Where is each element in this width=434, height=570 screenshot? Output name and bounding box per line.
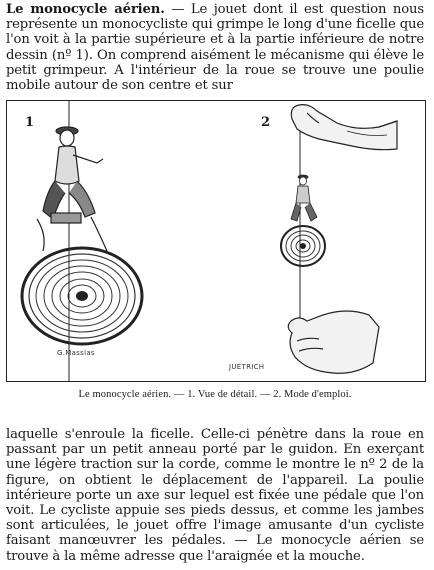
article-intro-text: — Le jouet dont il est question nous représente un monocycliste qui grimpe le long d'une ficelle que l'on voit à la partie supérieure et à la partie inférieure de notre dessin (nº 1). On comprend aisément le mécanisme qui élève le petit grimpeur. A l'intérieur de la roue se trouve une poulie mobile autour de son centre et sur xyxy=(6,2,424,94)
hand-top xyxy=(291,105,397,150)
engraving-illustration xyxy=(7,101,425,381)
artist-signature-left: G.Massias xyxy=(57,349,95,357)
figure-label-2: 2 xyxy=(261,115,271,130)
engraver-signature-right: JUETRICH xyxy=(229,363,265,371)
wheel-small xyxy=(281,226,325,266)
cyclist-figure-1 xyxy=(37,127,107,251)
article-paragraph-intro xyxy=(6,2,424,93)
article-paragraph-continuation: laquelle s'enroule la ficelle. Celle-ci pénètre dans la roue en passant par un petit anneau porté par le guidon. En exerçant une légère traction sur la corde, comme le montre le nº 2 de la figure, on obtient le déplacement de l'appareil. La poulie intérieure porte un axe sur lequel est fixée une pédale que l'on voit. Le cycliste appuie ses pieds dessus, et comme les jambes sont articulées, le jouet offre l'image amusante d'un cycliste faisant manœuvrer les pédales. — Le monocycle aérien se trouve à la même adresse que l'araignée et la mouche. xyxy=(6,427,424,564)
figure-caption: Le monocycle aérien. — 1. Vue de détail. — 2. Mode d'emploi. xyxy=(78,389,352,400)
figure-label-1: 1 xyxy=(25,115,35,130)
cyclist-figure-2 xyxy=(291,175,317,221)
hand-bottom xyxy=(288,311,379,373)
article-title: Le monocycle aérien. xyxy=(6,2,165,17)
unicycle-wheel-large xyxy=(22,248,142,344)
engraving-figure xyxy=(6,100,426,382)
